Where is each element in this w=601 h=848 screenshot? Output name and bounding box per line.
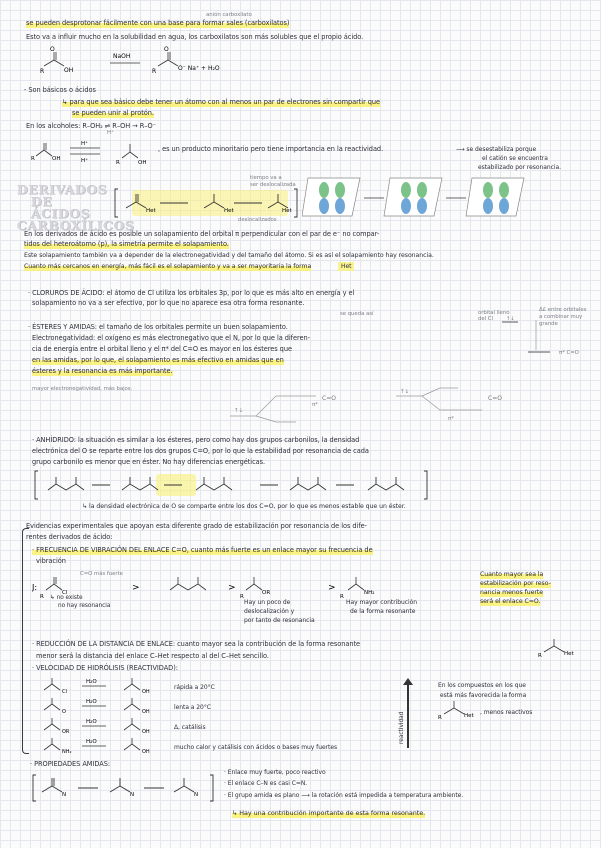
line-7-right-3: estabilizado por resonancia. — [478, 164, 561, 171]
line-27: vibración — [36, 557, 66, 565]
title-line-2: DE ÁCIDOS — [31, 194, 91, 221]
gt-1: > — [132, 583, 140, 593]
line-20: · ANHÍDRIDO: la situación es similar a los ésteres, pero como hay dos grupos carbonilos, la densidad — [32, 436, 360, 444]
line-30: · VELOCIDAD DE HIDRÓLISIS (REACTIVIDAD): — [32, 664, 178, 672]
line-23: ↳ la densidad electrónica de O se comparte entre los dos C=O, por lo que es menos estable que un éster. — [82, 503, 406, 510]
rbox-4: será el enlace C=O. — [480, 598, 541, 605]
amide-prop-2: · El enlace C–N es casi C=N. — [224, 780, 308, 787]
orbital-box-3 — [466, 178, 524, 216]
freq-r1: R — [40, 594, 44, 600]
hyd-oh-2: OH — [142, 709, 150, 715]
gt-2: > — [228, 583, 236, 593]
mayor-1: Hay mayor contribución — [346, 599, 417, 606]
poco-2: deslocalización y — [244, 608, 295, 615]
frequency-comparison-structures — [32, 568, 392, 600]
orbital-label-2: del Cl — [478, 316, 493, 322]
line-5: se pueden unir al protón. — [72, 109, 154, 117]
line-13-note: se queda así — [340, 311, 374, 317]
poco-1: Hay un poco de — [244, 599, 291, 606]
naoh-label: NaOH — [113, 53, 131, 60]
h2o-4: H₂O — [86, 739, 97, 745]
res-note-2: ser deslocalizada — [250, 182, 296, 188]
carboxylate-note: anión carboxilato — [206, 12, 252, 18]
rate-4: mucho calor y catálisis con ácidos o bases muy fuertes — [174, 744, 338, 751]
acid-o-text: O — [50, 46, 55, 53]
freq-nh2: NH₂ — [364, 590, 375, 596]
res-het-2: Het — [224, 208, 234, 214]
proton-oh2: OH — [138, 160, 147, 166]
proton-h2: H⁺ — [81, 158, 89, 164]
line-11: Cuanto más cercanos en energía, más fácil es el solapamiento y va a ser mayoritaria la forma — [24, 263, 312, 270]
line-6-proton: H⁺ — [107, 130, 114, 136]
hyd-oh-3: OH — [142, 729, 150, 735]
amide-n-1: N — [62, 792, 67, 798]
rr-het-form — [438, 698, 482, 720]
orbital-label-5: grande — [539, 321, 558, 327]
gt-3: > — [328, 583, 336, 593]
acid-protonation-scheme — [26, 136, 156, 168]
orbital-label-3: Δ£ entre orbitales — [539, 307, 587, 313]
carboxylate-product-text: O⁻ Na⁺ + H₂O — [178, 65, 220, 72]
amide-prop-1: · Enlace muy fuerte, poco reactivo — [224, 769, 326, 776]
rbox-3: nancia menos fuerte — [480, 589, 543, 596]
het-resonance-form — [538, 636, 584, 658]
orbital-label-4: a combinar muy — [539, 314, 583, 320]
amide-resonance-scheme — [30, 772, 220, 804]
line-1: se pueden desprotonar fácilmente con una base para formar sales (carboxilatos) — [26, 19, 290, 27]
carboxylate-o-text: O — [164, 46, 169, 53]
line-6: En los alcoholes: R–OH₂ ⇌ R–OH → R–O⁻ — [26, 122, 157, 130]
no-existe: ↳ no existe — [50, 595, 83, 601]
rr-2: está más favorecida la forma — [440, 692, 527, 699]
line-28: · REDUCCIÓN DE LA DISTANCIA DE ENLACE: cuanto mayor sea la contribución de la forma resonante — [32, 640, 360, 648]
rate-2: lenta a 20°C — [174, 704, 211, 711]
rate-1: rápida a 20°C — [174, 684, 215, 691]
section-title-derivados — [17, 182, 135, 233]
title-line-3: CARBOXÍLICOS — [17, 218, 135, 233]
hydrolysis-reactions — [36, 676, 166, 758]
amide-prop-3: · El grupo amida es plano ⟶ la rotación está impedida a temperatura ambiente. — [224, 792, 464, 799]
poco-3: por tanto de resonancia — [244, 617, 315, 624]
rr-1: En los compuestos en los que — [438, 682, 526, 689]
orbital-interaction-sketches — [226, 382, 526, 430]
rr-3: , menos reactivos — [480, 709, 533, 716]
co-label-1: C=O — [322, 395, 336, 402]
line-29: menor será la distancia del enlace C–Het respecto al del C–Het sencillo. — [36, 652, 269, 660]
line-7-right-2: el catión se encuentra — [482, 155, 548, 162]
orbital-label-1: orbital lleno — [478, 310, 510, 316]
line-31: · PROPIEDADES AMIDAS: — [30, 760, 110, 768]
freq-r2: R — [240, 594, 244, 600]
line-15: Electronegatividad: el oxígeno es más electronegativo que el N, por lo que la diferen- — [32, 334, 310, 342]
co-label-2: C=O — [488, 395, 502, 402]
svg-text:↑↓: ↑↓ — [400, 389, 410, 395]
line-10: Este solapamiento también va a depender de la electronegatividad y del tamaño del átomo. Si es así el solapamiento hay resonancia. — [24, 252, 434, 259]
carboxylate-r-text: R — [152, 68, 157, 75]
svg-text:↑↓: ↑↓ — [506, 316, 515, 322]
line-2: Esto va a influir mucho en la solubilidad en agua, los carboxilatos son más solubles que el propio ácido. — [26, 33, 364, 41]
res-het-1: Het — [146, 208, 156, 214]
line-24: Evidencias experimentales que apoyan esta diferente grado de estabilización por resonancia de los dife- — [26, 522, 367, 530]
line-11-formula: Het — [338, 262, 354, 271]
reaction-acid-naoh — [40, 46, 260, 76]
line-18: ésteres y la resonancia es más importante. — [32, 367, 173, 375]
pistar-label-2: π* — [448, 416, 455, 422]
line-8: En los derivados de ácido es posible un solapamiento del orbital π perpendicular con el par de e⁻ no compar- — [24, 230, 380, 238]
line-17: en las amidas, por lo que, el solapamiento es más efectivo en amidas que en — [32, 356, 284, 364]
hyd-or: OR — [62, 729, 70, 735]
amide-n-3: N — [194, 792, 199, 798]
acid-structure — [44, 52, 64, 66]
res-note-1: tiempo va a — [250, 175, 282, 181]
anhydride-resonance-scheme — [32, 468, 452, 502]
proton-r1: R — [31, 156, 35, 162]
line-7: , es un producto minoritario pero tiene importancia en la reactividad. — [158, 145, 384, 153]
hyd-oh-4: OH — [142, 749, 150, 755]
reactivity-arrow — [407, 684, 409, 748]
res-het-3: Het — [282, 208, 292, 214]
hyd-o: O — [62, 709, 66, 715]
acid-r-text: R — [40, 68, 45, 75]
h2o-2: H₂O — [86, 699, 97, 705]
hyd-cl: Cl — [62, 689, 67, 695]
line-3: - Son básicos o ácidos — [24, 86, 96, 94]
line-19: mayor electronegatividad, más bajos. — [32, 386, 133, 392]
amide-prop-4: ↳ Hay una contribución importante de esta forma resonante. — [232, 809, 426, 817]
h2o-1: H₂O — [86, 679, 97, 685]
freq-cl: Cl — [62, 590, 68, 596]
rr-form-r: R — [438, 715, 442, 720]
line-14: · ÉSTERES Y AMIDAS: el tamaño de los orbitales permite un buen solapamiento. — [28, 323, 288, 331]
het-form-r: R — [538, 653, 542, 658]
orbital-label-6: π* C=O — [559, 350, 579, 356]
acid-oh-text: OH — [64, 67, 74, 74]
proton-oh1: OH — [52, 156, 61, 162]
rr-form-het: Het — [464, 713, 474, 719]
line-25: rentes derivados de ácido: — [26, 533, 113, 541]
mayor-2: de la forma resonante — [350, 608, 416, 615]
line-26: · FRECUENCIA DE VIBRACIÓN DEL ENLACE C=O, cuanto más fuerte es un enlace mayor su frecuencia de — [32, 546, 373, 554]
line-4: ↳ para que sea básico debe tener un átomo con al menos un par de electrones sin compartir que — [62, 98, 381, 106]
hyd-oh-1: OH — [142, 689, 150, 695]
het-form-het: Het — [564, 651, 574, 657]
rbox-1: Cuanto mayor sea la — [480, 571, 544, 578]
amide-n-2: N — [130, 792, 135, 798]
h2o-3: H₂O — [86, 719, 97, 725]
energy-level-diagram — [500, 312, 560, 358]
res-note-3: deslocalizados — [238, 217, 277, 223]
comparison-label: J: — [32, 583, 38, 592]
pistar-label-1: π* — [312, 402, 319, 408]
title-line-1: DERIVADOS — [17, 182, 108, 197]
hyd-nh2: NH₂ — [62, 749, 72, 755]
line-7-right-1: ⟶ se desestabiliza porque — [456, 146, 537, 153]
rbox-2: estabilización por reso- — [480, 580, 551, 587]
orbital-box-2 — [384, 178, 442, 216]
resonance-bracket-scheme — [112, 186, 302, 220]
line-22: grupo carbonilo es menor que en éster. No hay diferencias energéticas. — [32, 458, 266, 466]
line-9: tidos del heteroátomo (p), la simetría permite el solapamiento. — [24, 240, 229, 248]
svg-text:↑↓: ↑↓ — [234, 408, 244, 414]
freq-r3: R — [340, 594, 344, 600]
rate-3: Δ, catálisis — [174, 724, 206, 731]
cl-note: C=O más fuerte — [80, 571, 123, 577]
orbital-overlap-drawings — [302, 174, 530, 224]
line-12: · CLORUROS DE ÁCIDO: el átomo de Cl utiliza los orbitales 3p, por lo que es más alto en energía y el — [28, 289, 355, 297]
proton-r2: R — [116, 160, 120, 166]
evidence-bracket — [22, 528, 29, 754]
freq-or: OR — [262, 590, 271, 596]
line-16: cia de energía entre el orbital lleno y el π* del C=O es mayor en los ésteres que — [32, 345, 292, 353]
line-21: electrónica del O se reparte entre los dos grupos C=O, por lo que la estabilidad por resonancia de cada — [32, 447, 369, 455]
line-13: solapamiento no va a ser efectivo, por lo que no aparece esa otra forma resonante. — [32, 299, 305, 307]
reactivity-label: reactividad — [399, 711, 405, 744]
orbital-box-1 — [302, 178, 360, 216]
proton-h1: H⁺ — [81, 141, 89, 147]
no-resonancia: no hay resonancia — [58, 603, 111, 609]
